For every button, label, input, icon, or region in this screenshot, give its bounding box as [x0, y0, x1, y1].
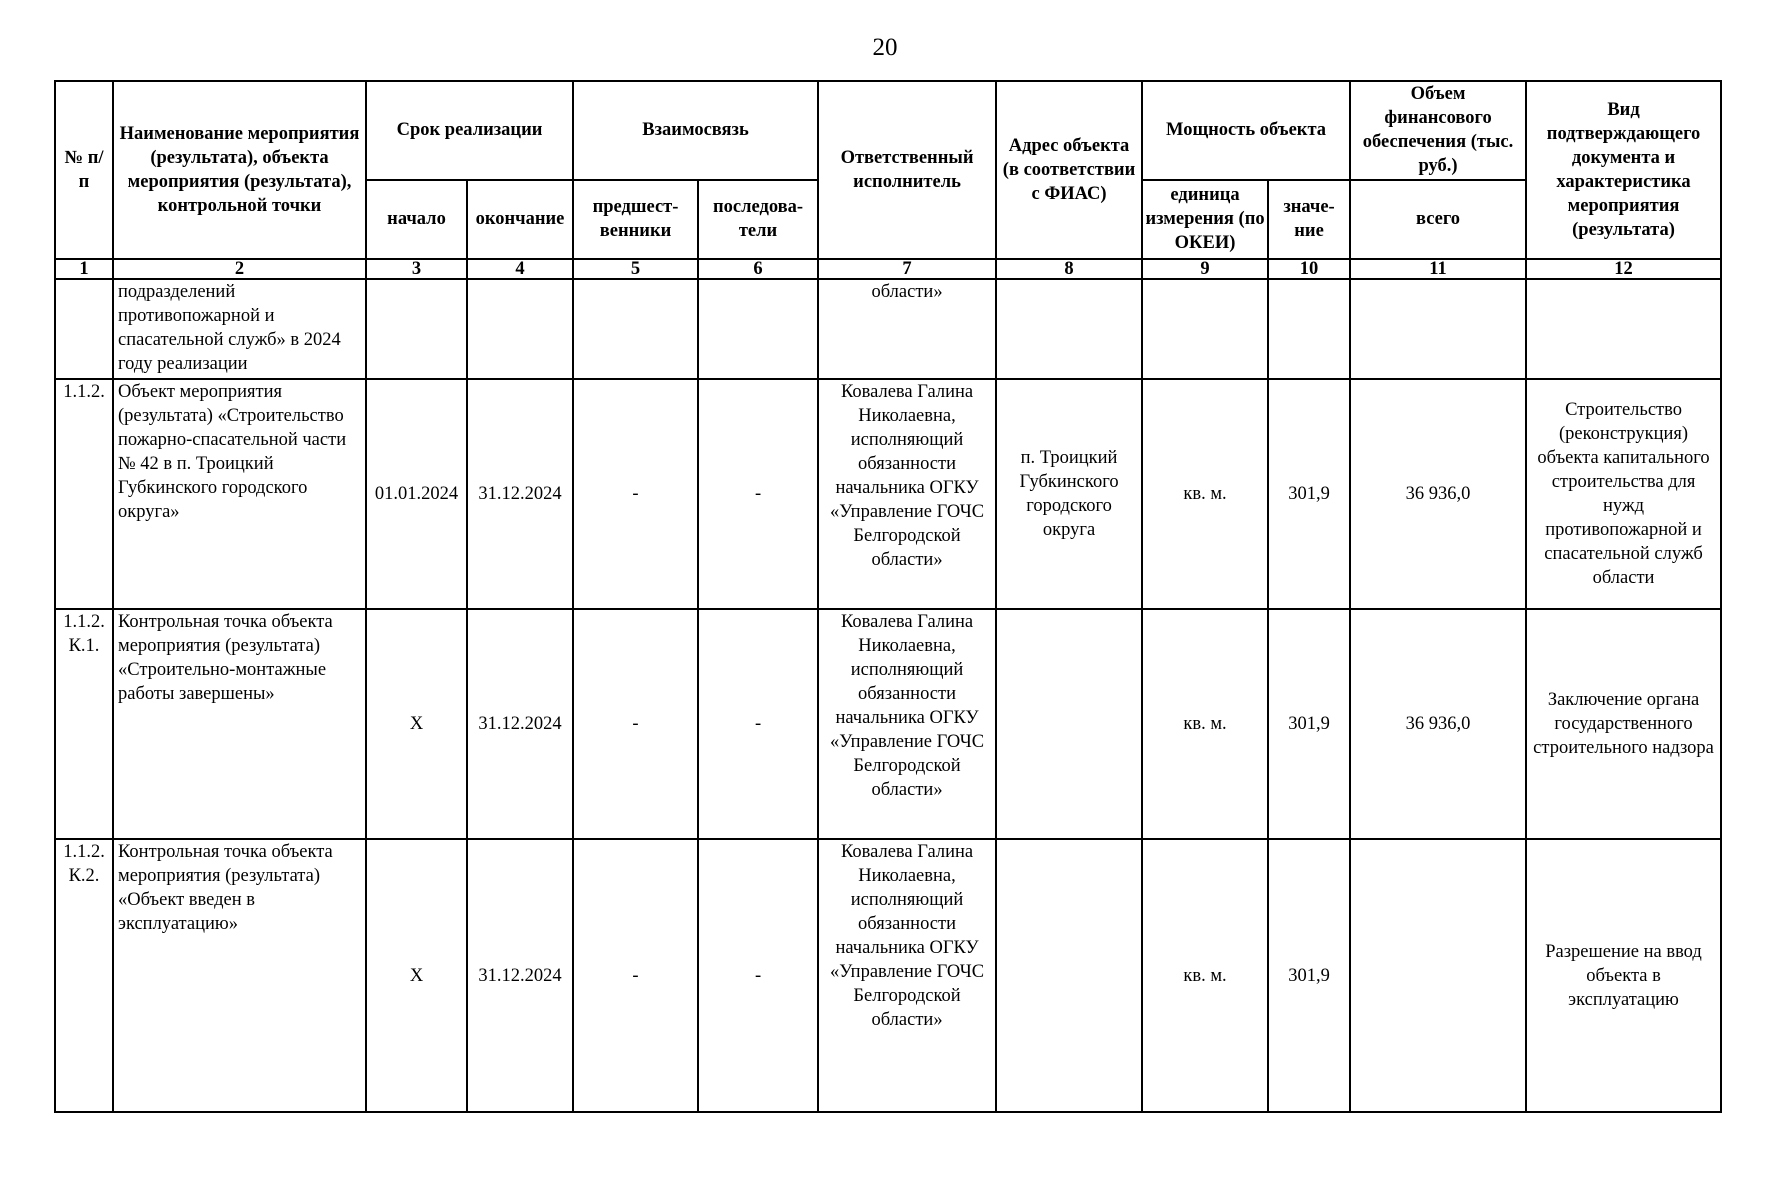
- column-number: 5: [573, 259, 698, 279]
- row-total: [1350, 839, 1526, 1112]
- header-capacity: Мощность объекта: [1142, 81, 1350, 180]
- row-unit: [1142, 279, 1268, 379]
- row-prev: -: [573, 609, 698, 839]
- row-prev: -: [573, 379, 698, 609]
- column-number: 1: [55, 259, 113, 279]
- row-address: [996, 839, 1142, 1112]
- table-row: [55, 609, 1721, 839]
- header-link: Взаимосвязь: [573, 81, 818, 180]
- row-end: 31.12.2024: [467, 609, 573, 839]
- column-number: 2: [113, 259, 366, 279]
- column-number: 10: [1268, 259, 1350, 279]
- row-unit: кв. м.: [1142, 839, 1268, 1112]
- row-value: 301,9: [1268, 609, 1350, 839]
- row-start: Х: [366, 609, 467, 839]
- row-value: 301,9: [1268, 379, 1350, 609]
- row-unit: кв. м.: [1142, 379, 1268, 609]
- row-name: подразделений противопожарной и спасательной служб» в 2024 году реализации: [113, 279, 366, 379]
- row-total: 36 936,0: [1350, 379, 1526, 609]
- row-end: 31.12.2024: [467, 379, 573, 609]
- row-next: -: [698, 839, 818, 1112]
- row-num: 1.1.2.: [55, 379, 113, 609]
- row-value: [1268, 279, 1350, 379]
- row-responsible: Ковалева Галина Николаевна, исполняющий обязанности начальника ОГКУ «Управление ГОЧС Белгородской области»: [818, 609, 996, 839]
- row-next: [698, 279, 818, 379]
- row-prev: [573, 279, 698, 379]
- row-total: [1350, 279, 1526, 379]
- header-value: значе- ние: [1268, 180, 1350, 259]
- row-doc: [1526, 279, 1721, 379]
- row-doc: Заключение органа государственного строительного надзора: [1526, 609, 1721, 839]
- column-number: 6: [698, 259, 818, 279]
- table-row: [55, 279, 1721, 379]
- row-next: -: [698, 609, 818, 839]
- row-total: 36 936,0: [1350, 609, 1526, 839]
- row-num: 1.1.2. К.1.: [55, 609, 113, 839]
- row-address: [996, 279, 1142, 379]
- header-row: [55, 81, 1721, 180]
- row-num: [55, 279, 113, 379]
- row-name: Контрольная точка объекта мероприятия (результата) «Объект введен в эксплуатацию»: [113, 839, 366, 1112]
- table-row: [55, 839, 1721, 1112]
- header-doc-type: Вид подтверждающего документа и характеристика мероприятия (результата): [1526, 81, 1721, 259]
- row-value: 301,9: [1268, 839, 1350, 1112]
- header-num: № п/п: [55, 81, 113, 259]
- row-name: Контрольная точка объекта мероприятия (результата) «Строительно-монтажные работы завершены»: [113, 609, 366, 839]
- column-number: 12: [1526, 259, 1721, 279]
- header-next: последова- тели: [698, 180, 818, 259]
- plan-table: [54, 80, 1722, 1113]
- header-unit: единица измерения (по ОКЕИ): [1142, 180, 1268, 259]
- row-name: Объект мероприятия (результата) «Строительство пожарно-спасательной части № 42 в п. Троицкий Губкинского городского округа»: [113, 379, 366, 609]
- header-name: Наименование мероприятия (результата), объекта мероприятия (результата), контрольной точки: [113, 81, 366, 259]
- header-address: Адрес объекта (в соответствии с ФИАС): [996, 81, 1142, 259]
- row-responsible: Ковалева Галина Николаевна, исполняющий обязанности начальника ОГКУ «Управление ГОЧС Белгородской области»: [818, 379, 996, 609]
- row-num: 1.1.2. К.2.: [55, 839, 113, 1112]
- column-number: 3: [366, 259, 467, 279]
- row-address: [996, 609, 1142, 839]
- page-number: 20: [872, 34, 898, 61]
- row-next: -: [698, 379, 818, 609]
- header-prev: предшест- венники: [573, 180, 698, 259]
- row-responsible: области»: [818, 279, 996, 379]
- row-start: 01.01.2024: [366, 379, 467, 609]
- column-numbers-row: [55, 259, 1721, 279]
- header-responsible: Ответственный исполнитель: [818, 81, 996, 259]
- row-start: [366, 279, 467, 379]
- row-doc: Строительство (реконструкция) объекта капитального строительства для нужд противопожарной и спасательной служб области: [1526, 379, 1721, 609]
- header-start: начало: [366, 180, 467, 259]
- row-responsible: Ковалева Галина Николаевна, исполняющий обязанности начальника ОГКУ «Управление ГОЧС Белгородской области»: [818, 839, 996, 1112]
- column-number: 7: [818, 259, 996, 279]
- row-unit: кв. м.: [1142, 609, 1268, 839]
- row-end: [467, 279, 573, 379]
- table-row: [55, 379, 1721, 609]
- header-end: окончание: [467, 180, 573, 259]
- row-end: 31.12.2024: [467, 839, 573, 1112]
- column-number: 9: [1142, 259, 1268, 279]
- header-finance: Объем финансового обеспечения (тыс. руб.): [1350, 81, 1526, 180]
- column-number: 8: [996, 259, 1142, 279]
- row-start: Х: [366, 839, 467, 1112]
- row-prev: -: [573, 839, 698, 1112]
- header-period: Срок реализации: [366, 81, 573, 180]
- row-address: п. Троицкий Губкинского городского округа: [996, 379, 1142, 609]
- column-number: 11: [1350, 259, 1526, 279]
- row-doc: Разрешение на ввод объекта в эксплуатацию: [1526, 839, 1721, 1112]
- header-total: всего: [1350, 180, 1526, 259]
- column-number: 4: [467, 259, 573, 279]
